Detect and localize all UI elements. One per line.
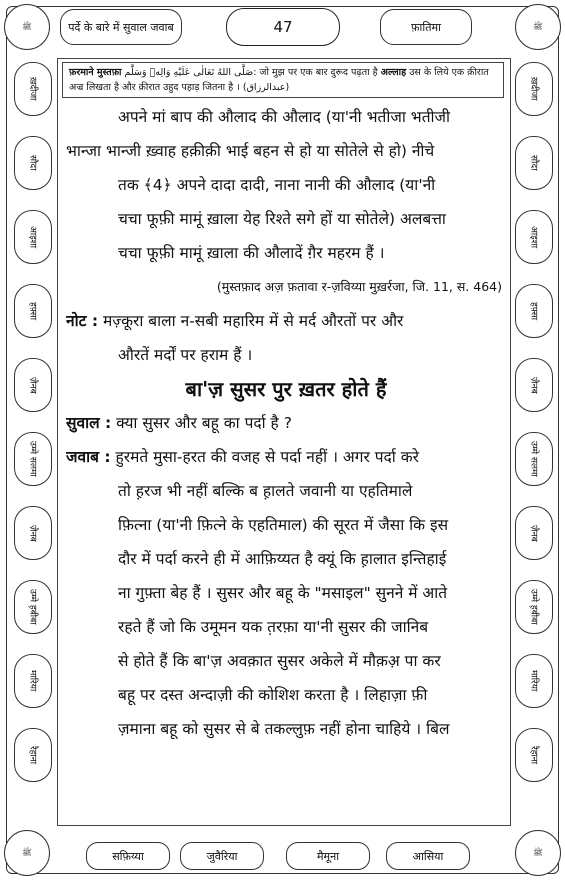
footer-tab: आसिया [386,842,470,870]
answer-label: जवाब : [66,448,111,466]
right-header-label: फ़ातिमा [411,20,441,34]
footer-tab: सफ़िय्या [86,842,170,870]
paragraph-line: चचा फूफ़ी मामूं ख़ाला येह रिश्ते सगे हों या सोतेले) अलबत्ता [118,210,446,228]
note-label: नोट : [66,312,99,330]
margin-medallion: ज़ैनब [515,506,553,560]
page-number-badge [226,8,340,46]
chapter-title-tab [60,9,182,45]
footer-tab: मैमूना [286,842,370,870]
farmaan-box [62,62,504,98]
margin-medallion: ख़दीजा [14,62,52,116]
margin-medallion: रैहाना [14,728,52,782]
farmaan-title: फ़रमाने मुस्तफ़ा [69,67,122,78]
note-line-2: औरतें मर्दों पर हराम हैं । [118,346,253,364]
margin-medallion: उम्मे ह़बीबा [14,580,52,634]
margin-medallion: उम्मे सलमा [515,432,553,486]
paragraph-line: तक ﴾4﴿ अपने दादा दादी, नाना नानी की औलाद (या'नी [118,176,436,194]
margin-medallion: आइशा [515,210,553,264]
margin-medallion: हफ़्सा [14,284,52,338]
citation: (मुस्तफ़ाद अज़ फ़तावा र-ज़विय्या मुख़र्रजा, जि. 11, स. 464) [216,279,502,294]
margin-medallion: उम्मे ह़बीबा [515,580,553,634]
margin-medallion: ज़ैनब [14,358,52,412]
answer-line: दौर में पर्दा करने ही में आफ़िय्यत है क्यूं कि ह़ालात इन्तिहाई [118,550,447,568]
margin-medallion: सौदा [14,136,52,190]
margin-medallion: ज़ैनब [515,358,553,412]
farmaan-line-1: फ़रमाने मुस्तफ़ा صَلَّى اللهُ تَعَالٰى عَلَيْهِ وَالِهٖ وَسَلَّم: जो मुझ पर एक बार दुरूद पढ़ता है अल्लाह उस के लिये एक क़ीरात [69,67,489,78]
margin-medallion: रैहाना [515,728,553,782]
answer-line: ना गुफ़्ता बेह हैं । सुसर और बहू के "मसाइल" सुनने में आते [118,584,448,602]
section-heading: बा'ज़ सुसर पुर ख़तर होते हैं [185,377,387,401]
corner-medallion-top-left: ﷺ [4,4,50,50]
answer-line: बहू पर दस्त अन्दाज़ी की कोशिश करता है । लिहाज़ा फ़ी [118,686,428,704]
farmaan-line-2: अज्र लिखता है और क़ीरात उहुद पहाड़ जितना है । (عبدالرزاق) [69,82,290,93]
corner-medallion-bottom-right: ﷺ [515,830,561,876]
corner-medallion-top-right: ﷺ [515,4,561,50]
answer-line: रहते हैं जो कि उमूमन यक त़रफ़ा या'नी सुसर की जानिब [118,618,429,636]
answer-line: से होते हैं कि बा'ज़ अवक़ात सुसर अकेले में मौक़अ़ पा कर [118,652,441,670]
question-line: सुवाल : क्या सुसर और बहू का पर्दा है ? [66,414,292,432]
margin-medallion: ख़दीजा [515,62,553,116]
footer-tab: जुवैरिया [180,842,264,870]
answer-line: फ़ित्ना (या'नी फ़ित्ने के एहतिमाल) की सूरत में जैसा कि इस [118,516,449,534]
corner-medallion-bottom-left: ﷺ [4,830,50,876]
margin-medallion: मारिया [515,654,553,708]
paragraph-line: चचा फूफ़ी मामूं ख़ाला की औलादें ग़ैर महरम हैं । [118,244,385,262]
paragraph-line: भान्जा भान्जी ख़्वाह हक़ीक़ी भाई बहन से हो या सोतेले से हो) नीचे [66,142,435,160]
margin-medallion: मारिया [14,654,52,708]
margin-medallion: ज़ैनब [14,506,52,560]
chapter-title: पर्दे के बारे में सुवाल जवाब [68,20,174,34]
right-header-tab [380,9,472,45]
margin-medallion: आइशा [14,210,52,264]
answer-line: तो ह़रज भी नहीं बल्कि ब ह़ालते जवानी या एहतिमाले [118,482,413,500]
page-number: 47 [273,18,293,36]
answer-line: ज़माना बहू को सुसर से बे तकल्लुफ़ नहीं होना चाहिये । बिल [118,720,450,738]
margin-medallion: हफ़्सा [515,284,553,338]
margin-medallion: सौदा [515,136,553,190]
question-label: सुवाल : [66,414,112,432]
main-text [66,100,506,746]
paragraph-line: अपने मां बाप की औलाद की औलाद (या'नी भतीजा भतीजी [118,108,451,126]
answer-line-1: जवाब : हुरमते मुसा-हरत की वजह से पर्दा नहीं । अगर पर्दा करे [66,448,419,466]
margin-medallion: उम्मे सलमा [14,432,52,486]
durood-arabic: صَلَّى اللهُ تَعَالٰى عَلَيْهِ وَالِهٖ وَسَلَّم [124,67,254,78]
note-line-1: नोट : मज़्कूरा बाला न-सबी महारिम में से मर्द औरतों पर और [66,312,404,330]
